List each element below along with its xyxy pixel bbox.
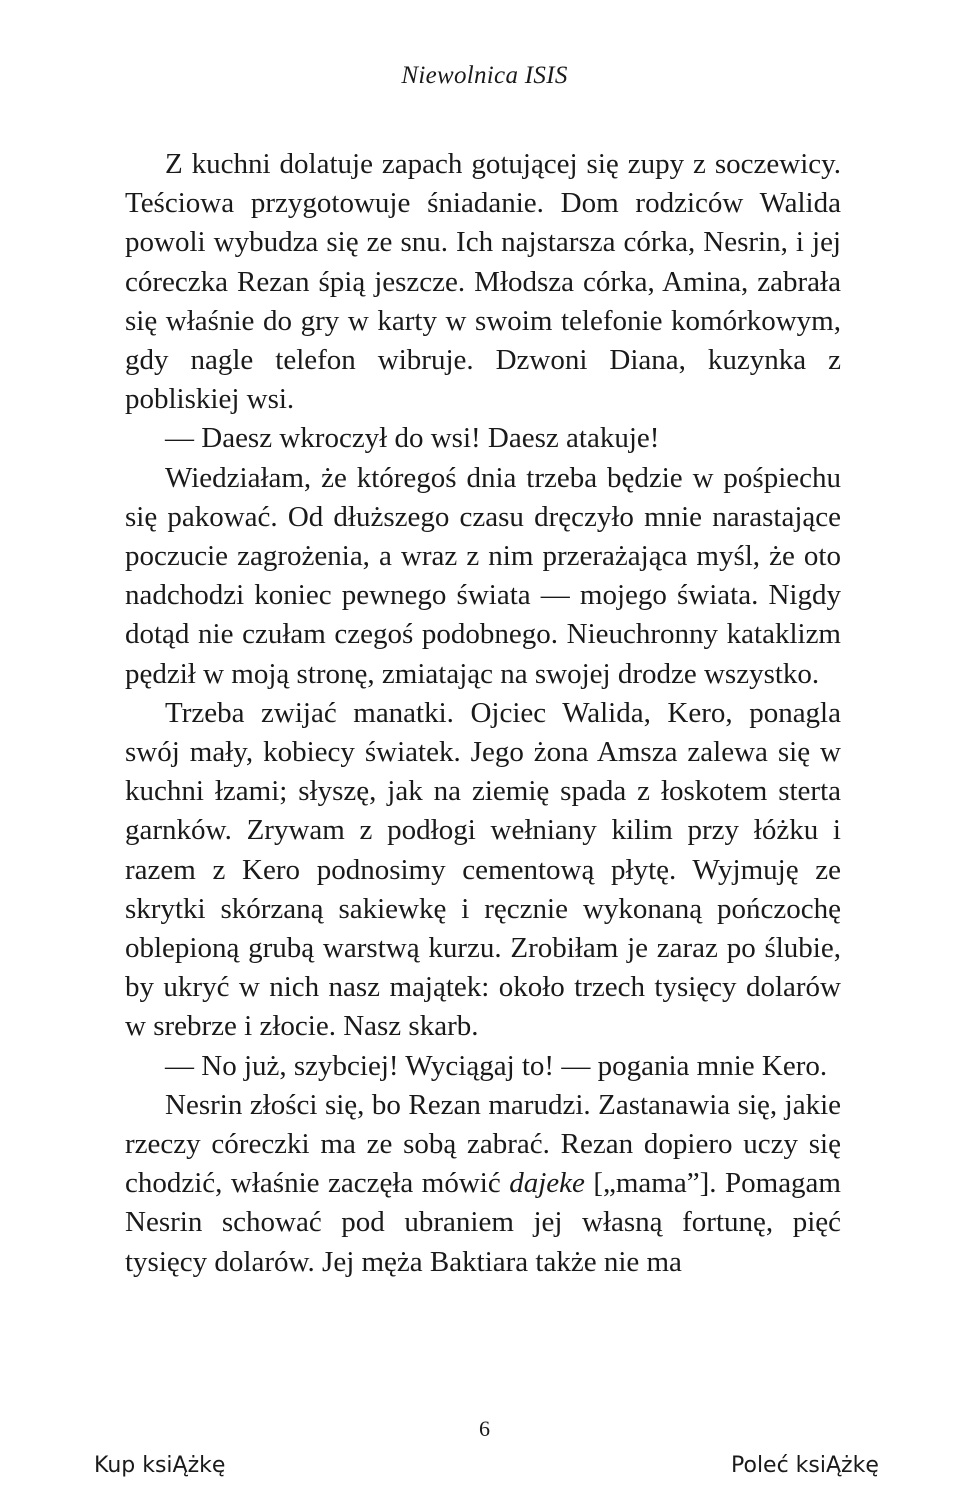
- paragraph-text: [„mama”]. Pomagam Nesrin schować pod ubraniem jej własną fortunę, pięć tysięcy dolarów. Jej męża Baktiara także nie ma: [125, 1167, 841, 1278]
- paragraph-last: [125, 1086, 841, 1282]
- paragraph: Z kuchni dolatuje zapach gotującej się zupy z soczewicy. Teściowa przygotowuje śniadanie. Dom rodziców Walida powoli wybudza się ze snu. Ich najstarsza córka, Nesrin, i jej córeczka Rezan śpią jeszcze. Młodsza córka, Amina, zabrała się właśnie do gry w karty w swoim telefonie komórkowym, gdy nagle telefon wibruje. Dzwoni Diana, kuzynka z pobliskiej wsi.: [125, 148, 841, 416]
- paragraph-text: Nesrin złości się, bo Rezan marudzi. Zastanawia się, jakie rzeczy córeczki ma ze sobą zabrać. Rezan dopiero uczy się chodzić, właśnie zaczęła mówić: [125, 1088, 841, 1200]
- body-text: [125, 145, 841, 1282]
- italic-word: dajeke: [509, 1167, 585, 1200]
- paragraph: Wiedziałam, że któregoś dnia trzeba będzie w pośpiechu się pakować. Od dłuższego czasu dręczyło mnie narastające poczucie zagrożenia, a wraz z nim przerażająca myśl, że oto nadchodzi koniec pewnego świata — mojego świata. Nigdy dotąd nie czułam czegoś podobnego. Nieuchronny kataklizm pędził w moją stronę, zmiatając na swojej drodze wszystko.: [125, 461, 841, 690]
- recommend-book-link[interactable]: Poleć ksiĄżkę: [731, 1453, 879, 1478]
- paragraph: — Daesz wkroczył do wsi! Daesz atakuje!: [165, 422, 660, 455]
- buy-book-link[interactable]: Kup ksiĄżkę: [94, 1453, 226, 1478]
- paragraph: Trzeba zwijać manatki. Ojciec Walida, Kero, ponagla swój mały, kobiecy światek. Jego żona Amsza zalewa się w kuchni łzami; słyszę, jak na ziemię spada z łoskotem sterta garnków. Zrywam z podłogi wełniany kilim przy łóżku i razem z Kero podnosimy cementową płytę. Wyjmuję ze skrytki skórzaną sakiewkę i ręcznie wykonaną pończochę oblepioną grubą warstwą kurzu. Zrobiłam je zaraz po ślubie, by ukryć w nich nasz majątek: około trzech tysięcy dolarów w srebrze i złocie. Nasz skarb.: [125, 696, 841, 1043]
- paragraph: — No już, szybciej! Wyciągaj to! — pogania mnie Kero.: [165, 1049, 828, 1082]
- page-number: 6: [479, 1416, 490, 1441]
- running-title: Niewolnica ISIS: [401, 62, 568, 89]
